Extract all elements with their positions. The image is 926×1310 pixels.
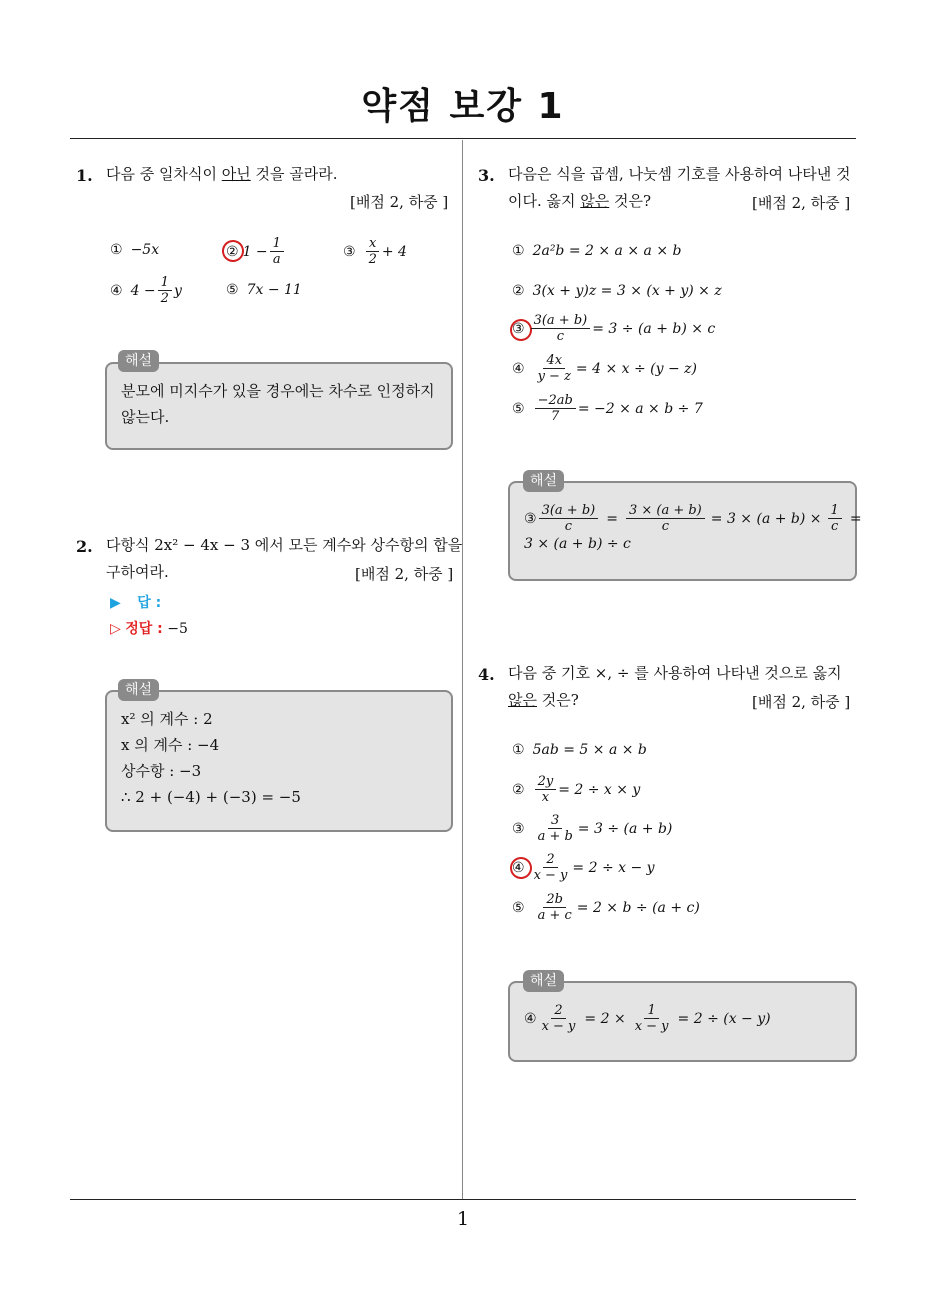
solution-expr: = 2 ×: [584, 1010, 626, 1027]
q2-correct-line: [110, 618, 188, 638]
frac-den: a + c: [537, 908, 572, 923]
q1-text: [106, 161, 338, 188]
frac-den: 7: [551, 409, 560, 424]
q1-meta: [배점 2, 하중 ]: [350, 193, 449, 211]
q3-text-pre: 이다. 옳지: [508, 192, 581, 210]
q2-solution-line: x 의 계수 : −4: [121, 736, 220, 754]
choice-number: ③: [343, 243, 356, 260]
choice-expr: = 3 ÷ (a + b) × c: [592, 320, 716, 337]
title-rule: [70, 138, 856, 139]
q3-text-underline: 않은: [580, 192, 610, 210]
q3-text-line1: 다음은 식을 곱셈, 나눗셈 기호를 사용하여 나타낸 것: [508, 165, 851, 183]
frac-den: c: [564, 519, 573, 534]
choice-number: ②: [226, 243, 239, 260]
choice-number: ⑤: [512, 899, 525, 916]
q2-solution-tag: 해설: [118, 679, 159, 701]
q1-solution-box: [105, 362, 453, 450]
correct-label: 정답 :: [125, 621, 163, 637]
frac-den: 2: [160, 291, 169, 306]
frac-den: 2: [368, 252, 377, 267]
frac-den: c: [661, 519, 669, 534]
frac-den: a: [272, 252, 281, 267]
q1-choice-1[interactable]: [110, 242, 159, 258]
triangle-icon: ▷: [110, 621, 121, 637]
choice-expr: = 2 × b ÷ (a + c): [576, 899, 700, 916]
choice-expr: = 3 ÷ (a + b): [577, 820, 673, 837]
frac-num: −2ab: [535, 393, 576, 409]
q1-choice-4[interactable]: [110, 275, 182, 306]
q4-text-underline: 않은: [508, 691, 537, 709]
q2-solution-line: 상수항 : −3: [121, 762, 202, 780]
frac-num: 2: [543, 852, 557, 868]
choice-number: ④: [512, 859, 525, 876]
choice-expr: = 4 × x ÷ (y − z): [575, 360, 698, 377]
choice-expr: = −2 × a × b ÷ 7: [577, 400, 703, 417]
q1-choice-3[interactable]: [343, 236, 407, 267]
frac-num: 3: [548, 813, 562, 829]
q3-choice-2[interactable]: [512, 283, 722, 299]
choice-expr: 2a²b = 2 × a × a × b: [532, 243, 682, 259]
frac-den: y − z: [537, 369, 571, 384]
q1-text-pre: 다음 중 일차식이: [106, 165, 222, 183]
q3-choice-5[interactable]: [512, 393, 703, 424]
q2-solution-box: [105, 690, 453, 832]
frac-num: 4x: [543, 353, 565, 369]
q1-text-post: 것을 골라라.: [250, 165, 338, 183]
q3-choice-4[interactable]: [512, 353, 697, 384]
q4-solution-box: [508, 981, 857, 1062]
q2-meta: [배점 2, 하중 ]: [355, 565, 454, 583]
q2-solution-line: ∴ 2 + (−4) + (−3) = −5: [121, 788, 301, 806]
q1-choice-2[interactable]: [226, 236, 286, 267]
frac-num: 2: [551, 1003, 565, 1019]
q4-choice-2[interactable]: [512, 774, 640, 805]
choice-expr: = 2 ÷ x − y: [572, 859, 655, 876]
arrow-icon: ▶: [110, 595, 121, 611]
choice-number: ③: [512, 320, 525, 337]
frac-den: c: [831, 519, 839, 534]
choice-number: ④: [512, 360, 525, 377]
q3-solution-tag: 해설: [523, 470, 564, 492]
q2-answer-line[interactable]: [110, 592, 161, 612]
frac-den: x − y: [541, 1019, 576, 1034]
choice-number: ②: [512, 283, 525, 299]
frac-den: x: [541, 790, 550, 805]
q2-solution-line: x² 의 계수 : 2: [121, 710, 213, 728]
q1-number: 1.: [76, 166, 93, 185]
q1-choice-5[interactable]: [226, 282, 302, 298]
page-title: 약점 보강 1: [361, 86, 565, 127]
q4-solution-tag: 해설: [523, 970, 564, 992]
q2-text-line1: 다항식 2x² − 4x − 3 에서 모든 계수와 상수항의 합을: [106, 536, 463, 554]
solution-expr: 3 × (a + b) ÷ c: [524, 536, 631, 552]
q1-solution-tag: 해설: [118, 350, 159, 372]
q4-meta: [배점 2, 하중 ]: [752, 693, 851, 711]
choice-number: ⑤: [226, 282, 239, 298]
q3-choice-3[interactable]: [512, 313, 715, 344]
q3-text-line2: [508, 188, 651, 215]
choice-expr: y: [173, 282, 182, 299]
q4-choice-3[interactable]: [512, 813, 672, 844]
frac-num: 1: [828, 503, 842, 519]
solution-expr: =: [606, 510, 618, 527]
choice-number: ①: [512, 243, 525, 259]
solution-expr: = 2 ÷ (x − y): [677, 1010, 771, 1027]
frac-den: c: [556, 329, 565, 344]
frac-num: 3(a + b): [539, 503, 599, 519]
solution-number: ④: [524, 1010, 537, 1027]
q4-text-line1: 다음 중 기호 ×, ÷ 를 사용하여 나타낸 것으로 옳지: [508, 664, 842, 682]
q3-text-post: 것은?: [609, 192, 652, 210]
q4-text-line2: [508, 687, 579, 714]
page-number: 1: [456, 1208, 470, 1230]
q2-number: 2.: [76, 537, 93, 556]
choice-expr: −5x: [130, 242, 160, 258]
frac-num: 2y: [535, 774, 557, 790]
frac-num: 3 × (a + b): [626, 503, 705, 519]
solution-number: ③: [524, 510, 537, 527]
choice-expr: 7x − 11: [246, 282, 302, 298]
q1-text-underline: 아닌: [221, 165, 251, 183]
frac-num: 3(a + b): [531, 313, 591, 329]
choice-number: ①: [110, 242, 123, 258]
q4-choice-5[interactable]: [512, 892, 700, 923]
frac-num: 2b: [543, 892, 566, 908]
choice-number: ④: [110, 282, 123, 299]
choice-expr: 5ab = 5 × a × b: [532, 742, 647, 758]
solution-expr: =: [849, 510, 862, 527]
q3-number: 3.: [478, 166, 495, 185]
choice-expr: 4 −: [130, 282, 156, 299]
choice-number: ②: [512, 781, 525, 798]
q1-solution-text: 분모에 미지수가 있을 경우에는 차수로 인정하지 않는다.: [121, 382, 435, 426]
choice-expr: = 2 ÷ x × y: [558, 781, 641, 798]
choice-expr: 3(x + y)z = 3 × (x + y) × z: [532, 283, 722, 299]
column-divider: [462, 140, 463, 1200]
choice-number: ⑤: [512, 400, 525, 417]
correct-value: −5: [167, 621, 188, 637]
choice-number: ①: [512, 742, 525, 758]
frac-den: x − y: [634, 1019, 669, 1034]
q4-text-post: 것은?: [536, 691, 579, 709]
frac-num: x: [366, 236, 379, 252]
footer-rule: [70, 1199, 856, 1200]
q4-number: 4.: [478, 665, 495, 684]
choice-number: ③: [512, 820, 525, 837]
frac-num: 1: [158, 275, 172, 291]
frac-den: a + b: [537, 829, 573, 844]
choice-expr: + 4: [381, 243, 407, 260]
frac-den: x − y: [533, 868, 568, 883]
q3-solution-box: [508, 481, 862, 581]
frac-num: 1: [270, 236, 284, 252]
choice-expr: 1 −: [242, 243, 268, 260]
answer-label: 답 :: [137, 595, 162, 611]
q4-choice-4[interactable]: [512, 852, 655, 883]
frac-num: 1: [644, 1003, 658, 1019]
q4-choice-1[interactable]: [512, 742, 647, 758]
q3-choice-1[interactable]: [512, 243, 681, 259]
q3-meta: [배점 2, 하중 ]: [752, 194, 851, 212]
q2-text-line2: 구하여라.: [106, 563, 169, 581]
solution-expr: = 3 × (a + b) ×: [710, 510, 822, 527]
